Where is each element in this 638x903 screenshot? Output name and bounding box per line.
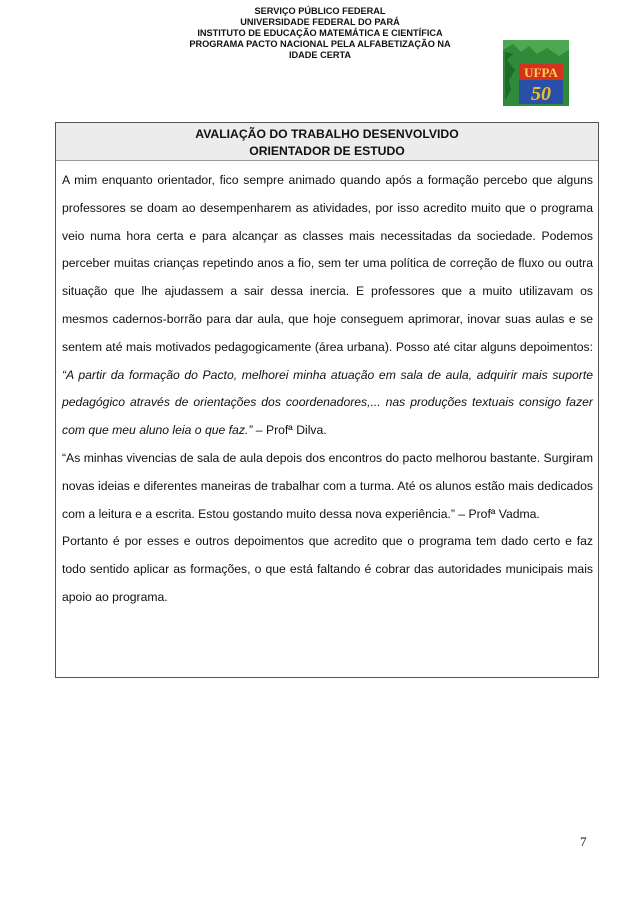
logo-text-top: UFPA <box>524 65 558 80</box>
paragraph-1-quote: “A partir da formação do Pacto, melhorei minha atuação em sala de aula, adquirir mais suporte pedagógico através de orientações dos coordenadores,... nas produções textuais consigo fazer com que meu aluno leia o que faz.” <box>62 367 593 438</box>
paragraph-1-text: A mim enquanto orientador, fico sempre animado quando após a formação percebo que alguns professores se doam ao desempenharem as atividades, por isso acredito muito que o programa veio numa hora certa e para alcançar as classes mais necessitadas da sociedade. Podemos perceber muitas crianças repetindo anos a fio, sem ter uma política de correção de fluxo ou outra situação que lhe ajudassem a sair dessa inercia. E professores que a muito utilizavam os mesmos cadernos-borrão para dar aula, que hoje conseguem aprimorar, inovar suas aulas e se sentem até mais motivados pedagogicamente (área urbana). Posso até citar alguns depoimentos: <box>62 173 593 354</box>
paragraph-2: “As minhas vivencias de sala de aula depois dos encontros do pacto melhorou bastante. Surgiram novas ideias e diferentes maneiras de trabalhar com a turma. Até os alunos estão mais dedicados com a leitura e a escrita. Estou gostando muito dessa nova experiência.” – Profª Vadma. <box>62 450 593 521</box>
document-header <box>140 6 500 61</box>
paragraph-3: Portanto é por esses e outros depoimentos que acredito que o programa tem dado certo e faz todo sentido aplicar as formações, o que está faltando é cobrar das autoridades municipais mais apoio ao programa. <box>62 534 593 604</box>
logo-text-bottom: 50 <box>531 83 551 105</box>
page-number: 7 <box>580 834 587 849</box>
header-line-2: UNIVERSIDADE FEDERAL DO PARÁ <box>240 17 400 27</box>
header-line-1: SERVIÇO PÚBLICO FEDERAL <box>254 6 386 16</box>
evaluation-body <box>56 167 598 612</box>
paragraph-1-author: – Profª Dilva. <box>252 423 327 438</box>
header-line-4: PROGRAMA PACTO NACIONAL PELA ALFABETIZAÇÃO NA <box>189 39 451 49</box>
header-line-5: IDADE CERTA <box>288 50 352 60</box>
paragraph-1 <box>62 167 593 445</box>
evaluation-box-header <box>56 123 598 161</box>
header-line-3: INSTITUTO DE EDUCAÇÃO MATEMÁTICA E CIENTÍFICA <box>197 28 443 38</box>
evaluation-subtitle: ORIENTADOR DE ESTUDO <box>249 144 405 158</box>
evaluation-title: AVALIAÇÃO DO TRABALHO DESENVOLVIDO <box>195 127 459 141</box>
evaluation-box <box>55 122 599 678</box>
ufpa-logo-icon <box>503 40 569 106</box>
